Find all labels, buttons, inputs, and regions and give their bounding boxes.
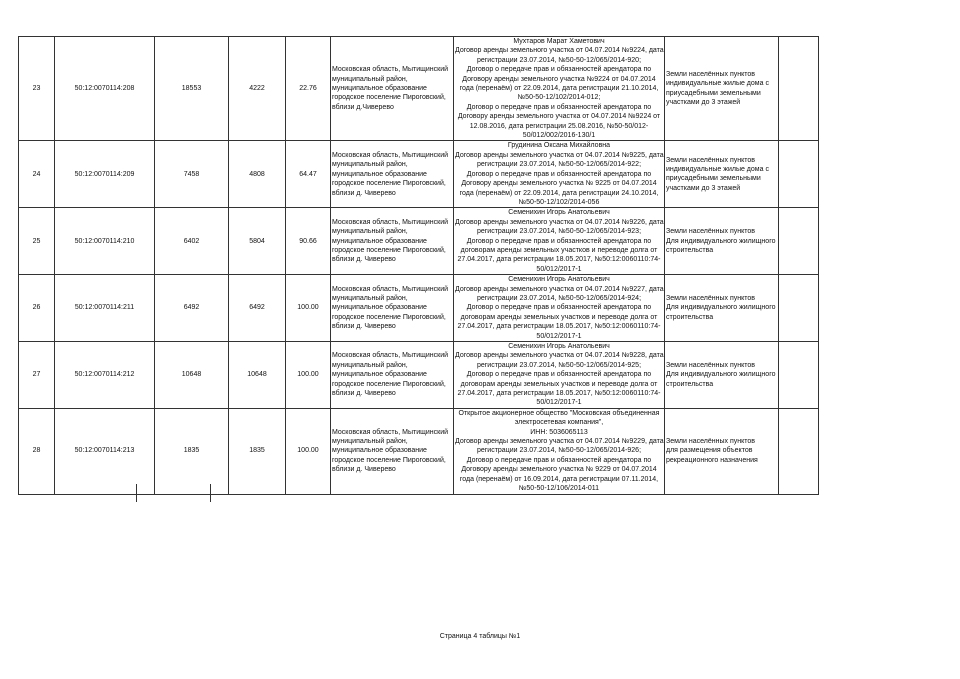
row-number-cell: 24	[19, 141, 55, 208]
rights-cell-line: Договор о передаче прав и обязанностей арендатора по	[466, 371, 652, 379]
address-cell-line: вблизи д. Чиверево	[332, 466, 396, 474]
rights-cell-line: регистрации 23.07.2014, №50-50-12/065/2014-926;	[476, 447, 642, 455]
address-cell-line: городское поселение Пироговский,	[332, 313, 446, 321]
land-category-cell	[665, 208, 779, 275]
rights-cell-line: Договор о передаче прав и обязанностей арендатора по	[466, 237, 652, 245]
land-category-cell-line: строительства	[666, 313, 714, 321]
rights-cell-line: Договору аренды земельного участка от 04.07.2014 №9224 от	[457, 113, 661, 121]
address-cell-line: городское поселение Пироговский,	[332, 94, 446, 102]
encumbered-area-cell: 4222	[229, 37, 286, 141]
rights-cell-line: Открытое акционерное общество "Московская объединенная	[458, 409, 660, 417]
rights-cell-line: договорам аренды земельных участков и переводе долга от	[460, 313, 658, 321]
address-cell	[331, 408, 454, 494]
address-cell-line: вблизи д. Чиверево	[332, 390, 396, 398]
cadastral-number-cell: 50:12:0070114:212	[55, 342, 155, 409]
land-category-cell-line: Земли населённых пунктов	[666, 156, 756, 164]
row-number-cell: 28	[19, 408, 55, 494]
area-cell: 10648	[155, 342, 229, 409]
address-cell-line: Московская область, Мытищинский	[332, 66, 449, 74]
address-cell-line: муниципальный район,	[332, 294, 408, 302]
land-category-cell-line: Земли населённых пунктов	[666, 70, 756, 78]
area-cell: 1835	[155, 408, 229, 494]
rights-cell-line: регистрации 23.07.2014, №50-50-12/065/2014-923;	[476, 228, 642, 236]
cadastral-number-cell: 50:12:0070114:211	[55, 275, 155, 342]
land-category-cell-line: рекреационного назначения	[666, 456, 758, 464]
row-number-cell: 23	[19, 37, 55, 141]
address-cell-line: муниципальное образование	[332, 85, 427, 93]
land-plots-table	[18, 36, 819, 495]
rights-cell-line: Мухтаров Марат Хаметович	[513, 38, 605, 45]
land-category-cell-line: Для индивидуального жилищного	[666, 304, 776, 312]
percent-cell: 100.00	[286, 408, 331, 494]
rights-cell-line: Семенихин Игорь Анатольевич	[508, 343, 610, 350]
rights-cell-line: 27.04.2017, дата регистрации 18.05.2017, №50:12:0060110:74-	[457, 390, 661, 398]
address-cell-line: муниципальный район,	[332, 228, 408, 236]
rights-cell-line: регистрации 23.07.2014, №50-50-12/065/2014-925;	[476, 361, 642, 369]
address-cell-line: вблизи д. Чиверево	[332, 323, 396, 331]
rights-cell-line: 27.04.2017, дата регистрации 18.05.2017, №50:12:0060110:74-	[457, 256, 661, 264]
rights-cell-line: регистрации 23.07.2014, №50-50-12/065/2014-922;	[476, 161, 642, 169]
rights-cell-line: договорам аренды земельных участков и переводе долга от	[460, 246, 658, 254]
address-cell-line: городское поселение Пироговский,	[332, 456, 446, 464]
rights-cell-line: Договор о передаче прав и обязанностей арендатора по	[466, 170, 652, 178]
land-category-cell-line: приусадебными земельными	[666, 89, 761, 97]
land-category-cell	[665, 37, 779, 141]
address-cell-line: Московская область, Мытищинский	[332, 352, 449, 360]
empty-cell	[779, 275, 819, 342]
land-category-cell-line: индивидуальные жилые дома с	[666, 165, 769, 173]
rights-cell-line: Договор аренды земельного участка от 04.07.2014 №9224, дата	[455, 47, 664, 55]
cadastral-number-cell: 50:12:0070114:208	[55, 37, 155, 141]
cadastral-number-cell: 50:12:0070114:213	[55, 408, 155, 494]
empty-cell	[779, 141, 819, 208]
rights-cell-line: Договор о передаче прав и обязанностей арендатора по	[466, 304, 652, 312]
rights-cell-line: Грудинина Оксана Михайловна	[507, 142, 611, 150]
address-cell	[331, 275, 454, 342]
empty-cell	[779, 37, 819, 141]
land-category-cell-line: индивидуальные жилые дома с	[666, 80, 769, 88]
encumbered-area-cell: 1835	[229, 408, 286, 494]
empty-cell	[779, 408, 819, 494]
land-category-cell-line: участками до 3 этажей	[666, 184, 741, 192]
rights-cell-line: Договору аренды земельного участка № 9229 от 04.07.2014	[461, 466, 657, 474]
row-number-cell: 25	[19, 208, 55, 275]
encumbered-area-cell: 4808	[229, 141, 286, 208]
page-footer: Страница 4 таблицы №1	[439, 633, 521, 640]
area-cell: 6402	[155, 208, 229, 275]
area-cell: 7458	[155, 141, 229, 208]
land-category-cell-line: Для индивидуального жилищного	[666, 371, 776, 379]
table-body	[19, 37, 819, 495]
table-row	[19, 275, 819, 342]
rights-cell-line: регистрации 23.07.2014, №50-50-12/065/2014-924;	[476, 294, 642, 302]
address-cell-line: Московская область, Мытищинский	[332, 428, 449, 436]
rights-cell-line: года (перенаём) от 22.09.2014, дата регистрации 24.10.2014,	[459, 189, 659, 197]
rights-cell	[454, 37, 665, 141]
address-cell-line: городское поселение Пироговский,	[332, 180, 446, 188]
address-cell	[331, 208, 454, 275]
address-cell-line: муниципальное образование	[332, 447, 427, 455]
rights-cell-line: регистрации 23.07.2014, №50-50-12/065/2014-920;	[476, 56, 642, 64]
address-cell-line: вблизи д. Чиверево	[332, 256, 396, 264]
address-cell-line: городское поселение Пироговский,	[332, 380, 446, 388]
cadastral-number-cell: 50:12:0070114:209	[55, 141, 155, 208]
address-cell-line: Московская область, Мытищинский	[332, 151, 449, 159]
rights-cell-line: 50/012/2017-1	[536, 265, 582, 273]
rights-cell-line: договорам аренды земельных участков и переводе долга от	[460, 380, 658, 388]
rights-cell-line: 50/012/002/2016-130/1	[522, 132, 596, 140]
encumbered-area-cell: 6492	[229, 275, 286, 342]
address-cell	[331, 342, 454, 409]
land-category-cell-line: приусадебными земельными	[666, 175, 761, 183]
address-cell-line: муниципальный район,	[332, 75, 408, 83]
empty-cell	[779, 208, 819, 275]
rights-cell-line: Договор о передаче прав и обязанностей арендатора по	[466, 103, 652, 111]
address-cell-line: муниципальный район,	[332, 361, 408, 369]
percent-cell: 22.76	[286, 37, 331, 141]
rights-cell-line: Семенихин Игорь Анатольевич	[508, 276, 610, 284]
row-number-cell: 27	[19, 342, 55, 409]
address-cell-line: городское поселение Пироговский,	[332, 246, 446, 254]
land-category-cell	[665, 342, 779, 409]
table-row	[19, 408, 819, 494]
rights-cell-line: Договор аренды земельного участка от 04.07.2014 №9229, дата	[455, 438, 664, 446]
address-cell-line: муниципальное образование	[332, 371, 427, 379]
rights-cell-line: Договор аренды земельного участка от 04.07.2014 №9226, дата	[455, 218, 664, 226]
rights-cell-line: ИНН: 5036065113	[530, 428, 588, 436]
rights-cell-line: Договор аренды земельного участка от 04.07.2014 №9225, дата	[455, 151, 664, 159]
land-category-cell-line: участками до 3 этажей	[666, 99, 741, 107]
empty-cell	[779, 342, 819, 409]
rights-cell-line: 50/012/2017-1	[536, 332, 582, 340]
rights-cell-line: Договор о передаче прав и обязанностей арендатора по	[466, 66, 652, 74]
land-category-cell-line: Для индивидуального жилищного	[666, 237, 776, 245]
address-cell-line: вблизи д.Чиверево	[332, 103, 394, 111]
address-cell-line: муниципальный район,	[332, 161, 408, 169]
table-row	[19, 208, 819, 275]
percent-cell: 100.00	[286, 275, 331, 342]
rights-cell-line: 12.08.2016, дата регистрации 25.08.2016, №50-50/012-	[469, 122, 649, 130]
area-cell: 6492	[155, 275, 229, 342]
address-cell-line: муниципальное образование	[332, 170, 427, 178]
land-category-cell-line: Земли населённых пунктов	[666, 294, 756, 302]
rights-cell	[454, 141, 665, 208]
address-cell-line: вблизи д. Чиверево	[332, 189, 396, 197]
address-cell-line: Московская область, Мытищинский	[332, 218, 449, 226]
address-cell	[331, 141, 454, 208]
rights-cell-line: 27.04.2017, дата регистрации 18.05.2017, №50:12:0060110:74-	[457, 323, 661, 331]
land-category-cell-line: Земли населённых пунктов	[666, 361, 756, 369]
rights-cell-line: Договору аренды земельного участка №9224 от 04.07.2014	[462, 75, 656, 83]
address-cell	[331, 37, 454, 141]
land-category-cell-line: строительства	[666, 246, 714, 254]
rights-cell-line: Договор аренды земельного участка от 04.07.2014 №9227, дата	[455, 285, 664, 293]
land-category-cell-line: Земли населённых пунктов	[666, 438, 756, 446]
rights-cell	[454, 408, 665, 494]
address-cell-line: Московская область, Мытищинский	[332, 285, 449, 293]
row-number-cell: 26	[19, 275, 55, 342]
rights-cell-line: №50-50-12/102/2014-056	[518, 198, 600, 206]
rights-cell	[454, 342, 665, 409]
percent-cell: 90.66	[286, 208, 331, 275]
area-cell: 18553	[155, 37, 229, 141]
land-category-cell	[665, 141, 779, 208]
table-row	[19, 342, 819, 409]
address-cell-line: муниципальный район,	[332, 438, 408, 446]
encumbered-area-cell: 10648	[229, 342, 286, 409]
address-cell-line: муниципальное образование	[332, 304, 427, 312]
rights-cell-line: года (перенаём) от 22.09.2014, дата регистрации 21.10.2014,	[459, 85, 659, 93]
land-category-cell-line: строительства	[666, 380, 714, 388]
rights-cell-line: Договору аренды земельного участка № 9225 от 04.07.2014	[461, 180, 657, 188]
land-category-cell-line: Земли населённых пунктов	[666, 228, 756, 236]
land-category-cell	[665, 408, 779, 494]
percent-cell: 64.47	[286, 141, 331, 208]
column-divider-stub	[210, 484, 211, 502]
rights-cell-line: электросетевая компания",	[514, 419, 604, 427]
rights-cell-line: Семенихин Игорь Анатольевич	[508, 209, 610, 217]
rights-cell-line: 50/012/2017-1	[536, 399, 582, 407]
rights-cell	[454, 275, 665, 342]
column-divider-stub	[136, 484, 137, 502]
rights-cell-line: года (перенаём) от 16.09.2014, дата регистрации 07.11.2014,	[459, 475, 659, 483]
address-cell-line: муниципальное образование	[332, 237, 427, 245]
percent-cell: 100.00	[286, 342, 331, 409]
encumbered-area-cell: 5804	[229, 208, 286, 275]
rights-cell-line: Договор о передаче прав и обязанностей арендатора по	[466, 456, 652, 464]
table-row	[19, 141, 819, 208]
rights-cell-line: Договор аренды земельного участка от 04.07.2014 №9228, дата	[455, 352, 664, 360]
rights-cell-line: №50-50-12/102/2014-012;	[517, 94, 601, 102]
cadastral-number-cell: 50:12:0070114:210	[55, 208, 155, 275]
land-category-cell	[665, 275, 779, 342]
rights-cell	[454, 208, 665, 275]
table-row	[19, 37, 819, 141]
rights-cell-line: №50-50-12/106/2014-011	[518, 485, 600, 493]
land-category-cell-line: для размещения объектов	[666, 447, 753, 455]
